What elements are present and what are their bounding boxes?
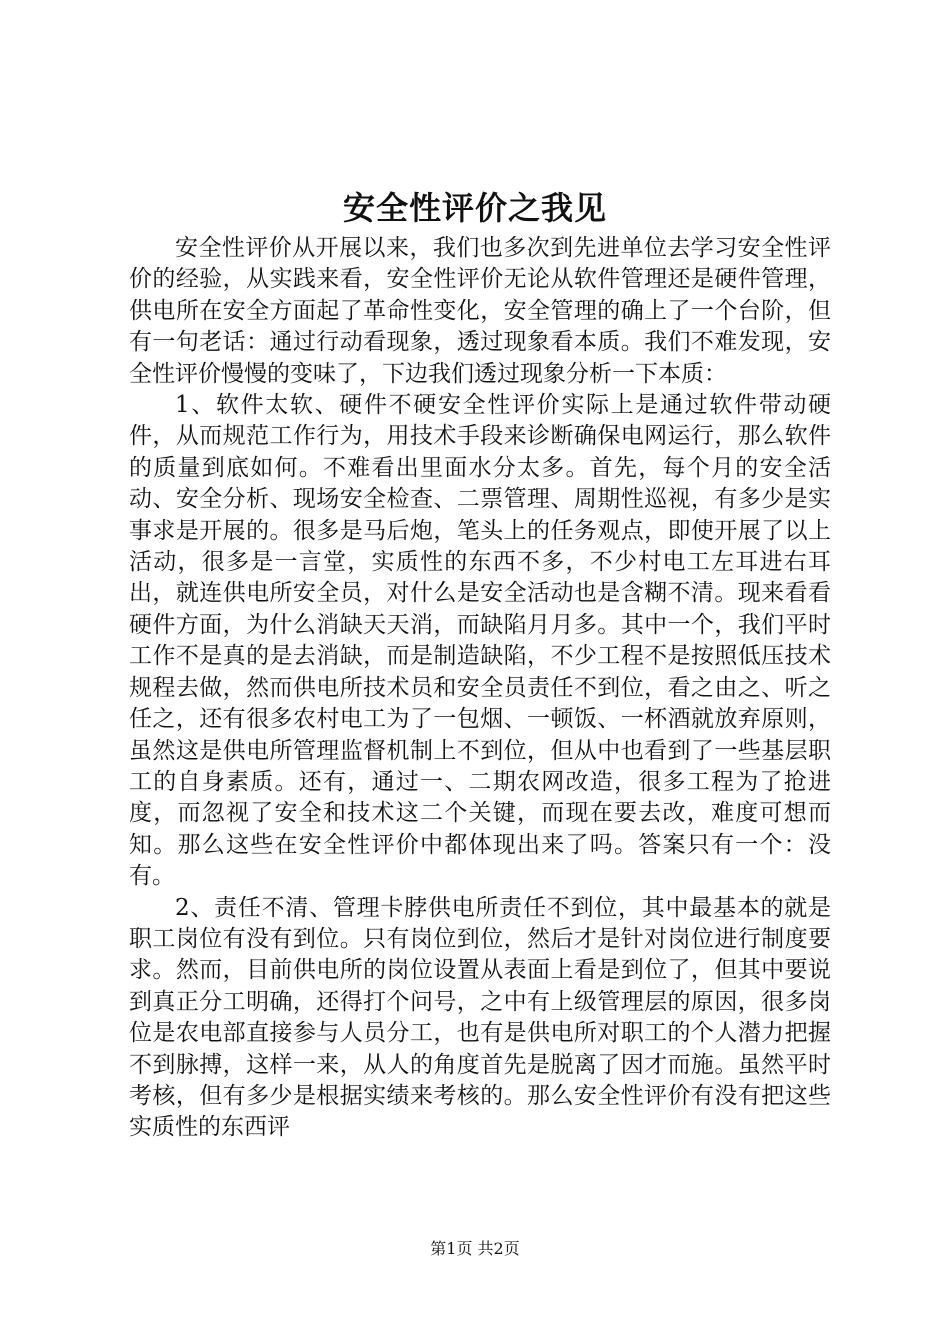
document-title: 安全性评价之我见 xyxy=(342,189,607,227)
page-footer: 第1页 共2页 xyxy=(430,1239,520,1258)
paragraph-intro: 安全性评价从开展以来，我们也多次到先进单位去学习安全性评价的经验，从实践来看，安全性评价无论从软件管理还是硬件管理，供电所在安全方面起了革命性变化，安全管理的确上了一个台阶，但有一句老话：通过行动看现象，透过现象看本质。我们不难发现，安全性评价慢慢的变味了，下边我们透过现象分析一下本质： xyxy=(129,235,831,387)
document-body xyxy=(129,233,831,1144)
paragraph-point-2: 2、责任不清、管理卡脖供电所责任不到位，其中最基本的就是职工岗位有没有到位。只有岗位到位，然后才是针对岗位进行制度要求。然而，目前供电所的岗位设置从表面上看是到位了，但其中要说到真正分工明确，还得打个问号，之中有上级管理层的原因，很多岗位是农电部直接参与人员分工，也有是供电所对职工的个人潜力把握不到脉搏，这样一来，从人的角度首先是脱离了因才而施。虽然平时考核，但有多少是根据实绩来考核的。那么安全性评价有没有把这些实质性的东西评 xyxy=(129,894,831,1141)
paragraph-point-1: 1、软件太软、硬件不硬安全性评价实际上是通过软件带动硬件，从而规范工作行为，用技术手段来诊断确保电网运行，那么软件的质量到底如何。不难看出里面水分太多。首先，每个月的安全活动、安全分析、现场安全检查、二票管理、周期性巡视，有多少是实事求是开展的。很多是马后炮，笔头上的任务观点，即使开展了以上活动，很多是一言堂，实质性的东西不多，不少村电工左耳进右耳出，就连供电所安全员，对什么是安全活动也是含糊不清。现来看看硬件方面，为什么消缺天天消，而缺陷月月多。其中一个，我们平时工作不是真的是去消缺，而是制造缺陷，不少工程不是按照低压技术规程去做，然而供电所技术员和安全员责任不到位，看之由之、听之任之，还有很多农村电工为了一包烟、一顿饭、一杯酒就放弃原则，虽然这是供电所管理监督机制上不到位，但从中也看到了一些基层职工的自身素质。还有，通过一、二期农网改造，很多工程为了抢进度，而忽视了安全和技术这二个关键，而现在要去改，难度可想而知。那么这些在安全性评价中都体现出来了吗。答案只有一个：没有。 xyxy=(129,392,831,890)
